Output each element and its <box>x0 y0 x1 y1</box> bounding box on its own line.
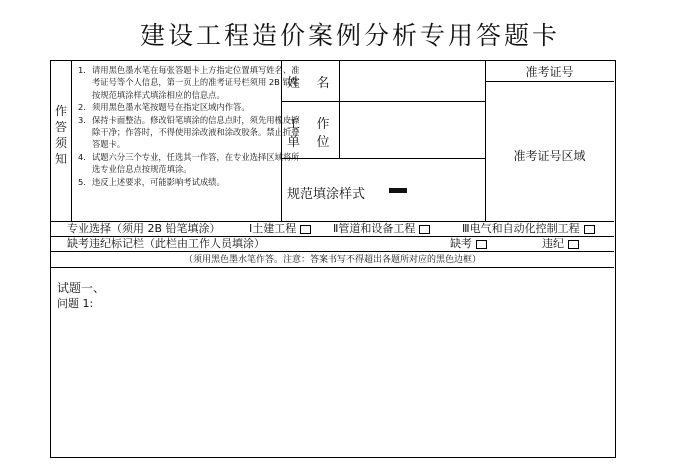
name-input[interactable] <box>340 62 484 100</box>
sample-label: 规范填涂样式 <box>287 187 366 202</box>
instructions-heading: 作答须知 <box>55 104 68 166</box>
instructions-list <box>75 64 307 188</box>
list-item: 5. 违反上述要求，可能影响考试成绩。 <box>78 176 225 187</box>
unit-label: 单 位 <box>287 135 330 150</box>
unit-label: 工 作 <box>287 117 330 132</box>
name-label: 姓 名 <box>287 76 330 91</box>
divider <box>281 158 485 159</box>
list-item: 3. 保持卡面整洁。修改铅笔填涂的信息点时，须先用橡皮擦除干净；作答时，不得使用涂改液和涂改胶条。禁止折叠答题卡。 <box>78 114 300 150</box>
violation-option[interactable]: 违纪 <box>542 237 579 251</box>
exam-no-label: 准考证号 <box>525 65 574 79</box>
absent-option[interactable]: 缺考 <box>450 237 487 251</box>
page-title: 建设工程造价案例分析专用答题卡 <box>139 21 560 50</box>
divider <box>485 61 486 221</box>
exam-no-area[interactable]: 准考证号区域 <box>513 149 586 163</box>
notice-text: （须用黑色墨水笔作答。注意：答案书写不得超出各题所对应的黑色边框） <box>183 255 481 265</box>
checkbox-icon <box>584 225 595 234</box>
specialty-label: 专业选择（须用 2B 铅笔填涂） <box>67 222 221 235</box>
sample-mark <box>389 188 407 193</box>
specialty-option[interactable]: Ⅱ管道和设备工程 <box>333 222 430 236</box>
divider <box>51 251 614 252</box>
list-item: 4. 试题六分三个专业，任选其一作答，在专业选择区域将所选专业信息点按规范填涂。 <box>78 151 300 175</box>
list-item: 1. 请用黑色墨水笔在每张答题卡上方指定位置填写姓名、准考证号等个人信息，第一页上的准考证号栏须用 2B 铅笔按规范填涂样式填涂相应的信息点。 <box>78 65 300 100</box>
list-item: 2. 须用黑色墨水笔按题号在指定区域内作答。 <box>78 102 250 113</box>
question-sub: 问题 1: <box>57 297 94 310</box>
specialty-option[interactable]: Ⅲ电气和自动化控制工程 <box>462 222 595 236</box>
question-title: 试题一、 <box>57 281 106 295</box>
divider <box>51 267 614 268</box>
specialty-option[interactable]: Ⅰ土建工程 <box>249 222 311 236</box>
divider <box>71 61 72 221</box>
answer-area[interactable] <box>52 313 613 455</box>
checkbox-icon <box>419 225 430 234</box>
checkbox-icon <box>300 225 311 234</box>
unit-input[interactable] <box>340 102 484 157</box>
absence-label: 缺考违纪标记栏（此栏由工作人员填涂） <box>67 237 265 250</box>
checkbox-icon <box>568 240 579 249</box>
checkbox-icon <box>476 240 487 249</box>
divider <box>485 81 614 82</box>
answer-card <box>50 60 616 458</box>
